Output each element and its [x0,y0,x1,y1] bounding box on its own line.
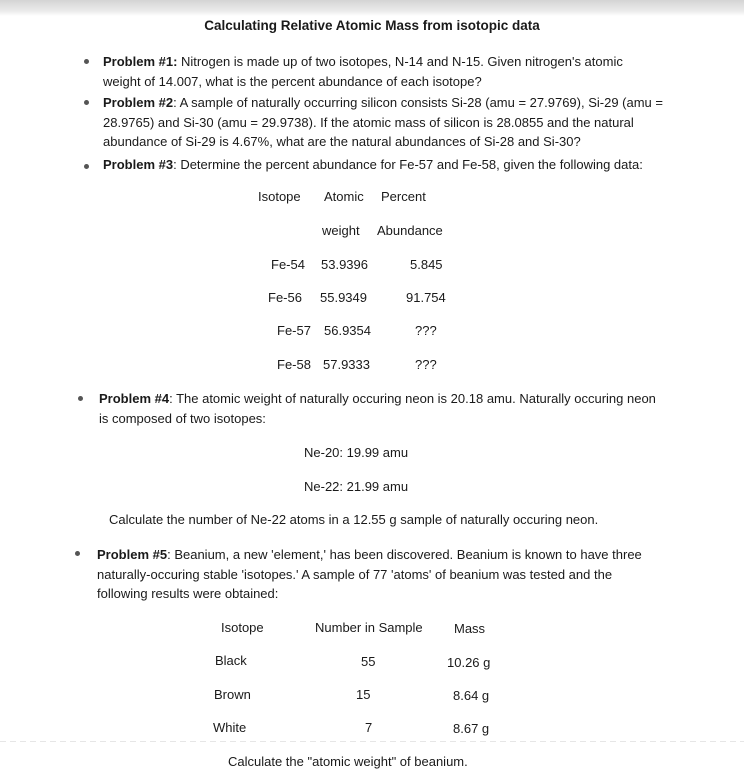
row-number: 55 [361,654,376,669]
header-mass: Mass [454,621,486,636]
row-weight: 53.9396 [321,257,368,272]
problem-2-text: : A sample of naturally occurring silicon consists Si-28 (amu = 27.9769), Si-29 (amu = [173,95,663,110]
problem-4-label: Problem #4 [99,391,170,406]
row-isotope: Fe-54 [271,257,305,272]
row-mass: 8.67 g [453,721,490,736]
header-isotope: Isotope [221,620,264,635]
row-mass: 8.64 g [453,688,490,703]
problem-3-label: Problem #3 [103,157,174,172]
row-abundance: ??? [415,323,437,338]
problem-2-text-3: abundance of Si-29 is 4.67%, what are the natural abundances of Si-28 and Si-30? [103,134,581,149]
row-number: 15 [356,687,371,702]
problem-2-text-2: 28.9765) and Si-30 (amu = 29.9738). If the atomic mass of silicon is 28.0855 and the natural [103,114,634,130]
row-number: 7 [365,720,373,735]
header-isotope: Isotope [258,189,301,204]
neon-isotope: Ne-22: 21.99 amu [304,479,409,494]
problem-1-label: Problem #1: [103,54,178,69]
problem-4-question: Calculate the number of Ne-22 atoms in a 12.55 g sample of naturally occuring neon. [109,512,599,527]
neon-isotope: Ne-20: 19.99 amu [304,445,409,460]
row-weight: 55.9349 [320,290,367,305]
scan-top-shadow [0,0,744,16]
bullet-icon [84,100,89,105]
bullet-icon [78,396,83,401]
problem-5-text-2: naturally-occuring stable 'isotopes.' A sample of 77 'atoms' of beanium was tested and the [97,566,613,582]
row-weight: 57.9333 [323,357,370,372]
row-isotope: White [213,720,247,735]
header-atomic: Atomic [324,189,364,204]
row-mass: 10.26 g [447,655,491,670]
problem-3 [103,155,643,175]
problem-4-text: : The atomic weight of naturally occuring neon is 20.18 amu. Naturally occuring neon [169,391,656,406]
row-isotope: Black [215,653,247,668]
bullet-icon [84,59,89,64]
problem-5 [97,545,642,604]
problem-5-text: : Beanium, a new 'element,' has been discovered. Beanium is known to have three [167,547,642,562]
problem-1-text: Nitrogen is made up of two isotopes, N-14 and N-15. Given nitrogen's atomic [177,54,623,69]
row-isotope: Fe-57 [277,323,311,338]
row-weight: 56.9354 [324,323,371,338]
row-isotope: Fe-56 [268,290,302,305]
scan-artifact-line [0,741,744,742]
problem-1 [103,52,623,91]
row-isotope: Fe-58 [277,357,311,372]
header-abundance: Abundance [377,223,443,238]
problem-5-question: Calculate the "atomic weight" of beanium. [228,754,468,769]
header-number: Number in Sample [315,620,423,635]
problem-5-text-3: following results were obtained: [97,586,279,601]
problem-2-label: Problem #2 [103,95,174,110]
problem-4 [99,389,656,428]
problem-2 [103,93,663,152]
header-percent: Percent [381,189,426,204]
row-abundance: 91.754 [406,290,446,305]
bullet-icon [84,164,89,169]
problem-4-text-2: is composed of two isotopes: [99,410,266,426]
page-title: Calculating Relative Atomic Mass from isotopic data [204,18,540,33]
problem-3-text: : Determine the percent abundance for Fe-57 and Fe-58, given the following data: [173,157,643,172]
row-abundance: ??? [415,357,437,372]
row-abundance: 5.845 [410,257,443,272]
bullet-icon [75,551,80,556]
row-isotope: Brown [214,687,251,702]
header-weight: weight [322,223,360,238]
problem-1-text-2: weight of 14.007, what is the percent abundance of each isotope? [103,73,482,89]
problem-5-label: Problem #5 [97,547,168,562]
